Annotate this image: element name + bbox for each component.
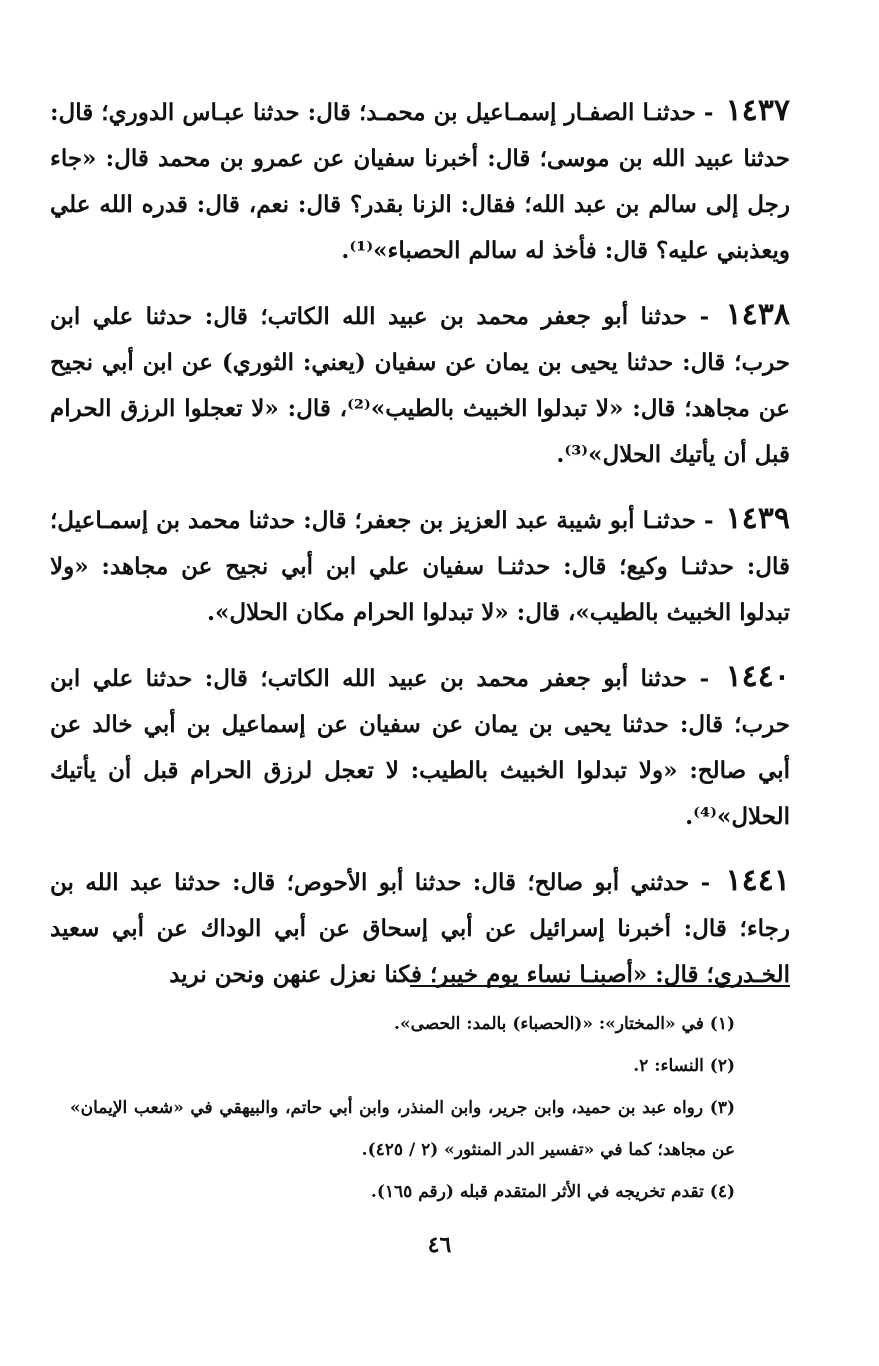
hadith-number: ١٤٤١ — [725, 863, 790, 898]
footnotes — [70, 1003, 735, 1213]
hadith-text: حدثنا أبو جعفر محمد بن عبيد الله الكاتب؛ قال: حدثنا علي ابن حرب؛ قال: حدثنا يحيى بن يمان عن سفيان (يعني: الثوري) عن ابن أبي نجيح عن مجاهد؛ قال: «لا تبدلوا الخبيث بالطيب»⁽²⁾، قال: «لا تعجلوا الرزق الحرام قبل أن يأتيك الحلال»⁽³⁾. — [50, 303, 790, 468]
hadith-dash: - — [695, 99, 722, 126]
hadith-dash: - — [687, 303, 722, 330]
hadith-dash: - — [695, 507, 722, 534]
hadith-1437 — [50, 88, 790, 274]
hadith-text: حدثنـا أبو شيبة عبد العزيز بن جعفر؛ قال: حدثنا محمد بن إسمـاعيل؛ قال: حدثنـا وكيع؛ قال: حدثنـا سفيان علي ابن أبي نجيح عن مجاهد: «ولا تبدلوا الخبيث بالطيب»، قال: «لا تبدلوا الحرام مكان الحلال». — [50, 507, 790, 626]
hadith-dash: - — [689, 869, 722, 896]
hadith-1438 — [50, 292, 790, 478]
hadith-1441 — [50, 858, 790, 998]
footnote-3: (٣) رواه عبد بن حميد، وابن جرير، وابن المنذر، وابن أبي حاتم، والبيهقي في «شعب الإيمان» عن مجاهد؛ كما في «تفسير الدر المنثور» (٢ / ٤٢٥). — [70, 1098, 735, 1160]
footnote-separator — [410, 985, 790, 987]
hadith-number: ١٤٣٧ — [725, 93, 791, 128]
footnote-1: (١) في «المختار»: «(الحصباء) بالمد: الحصى». — [394, 1014, 735, 1034]
hadith-number: ١٤٣٨ — [725, 297, 791, 332]
hadith-1440 — [50, 654, 790, 840]
hadith-text: حدثنـا الصفـار إسمـاعيل بن محمـد؛ قال: حدثنا عبـاس الدوري؛ قال: حدثنا عبيد الله بن موسى؛ قال: أخبرنا سفيان عن عمرو بن محمد قال: «جاء رجل إلى سالم بن عبد الله؛ فقال: الزنا بقدر؟ قال: نعم، قال: قدره الله علي ويعذبني عليه؟ قال: فأخذ له سالم الحصباء»⁽¹⁾. — [50, 99, 790, 264]
page-number: ٤٦ — [427, 1232, 452, 1258]
hadith-number: ١٤٣٩ — [725, 501, 790, 536]
footnote-2: (٢) النساء: ٢. — [633, 1056, 735, 1076]
footnote-4: (٤) تقدم تخريجه في الأثر المتقدم قبله (رقم ١٦٥). — [370, 1182, 735, 1202]
hadith-number: ١٤٤٠ — [725, 659, 791, 694]
hadith-text: حدثني أبو صالح؛ قال: حدثنا أبو الأحوص؛ قال: حدثنا عبد الله بن رجاء؛ قال: أخبرنا إسرائيل عن أبي إسحاق عن أبي الوداك عن أبي سعيد الخـدري؛ قال: «أصبنـا نساء يوم خيبر؛ فكنا نعزل عنهن ونحن نريد — [50, 869, 790, 988]
hadith-dash: - — [687, 665, 722, 692]
hadith-text: حدثنا أبو جعفر محمد بن عبيد الله الكاتب؛ قال: حدثنا علي ابن حرب؛ قال: حدثنا يحيى بن يمان عن سفيان عن إسماعيل بن أبي خالد عن أبي صالح: «ولا تبدلوا الخبيث بالطيب: لا تعجل لرزق الحرام قبل أن يأتيك الحلال»⁽⁴⁾. — [50, 665, 790, 830]
main-text — [50, 88, 790, 1016]
hadith-1439 — [50, 496, 790, 636]
